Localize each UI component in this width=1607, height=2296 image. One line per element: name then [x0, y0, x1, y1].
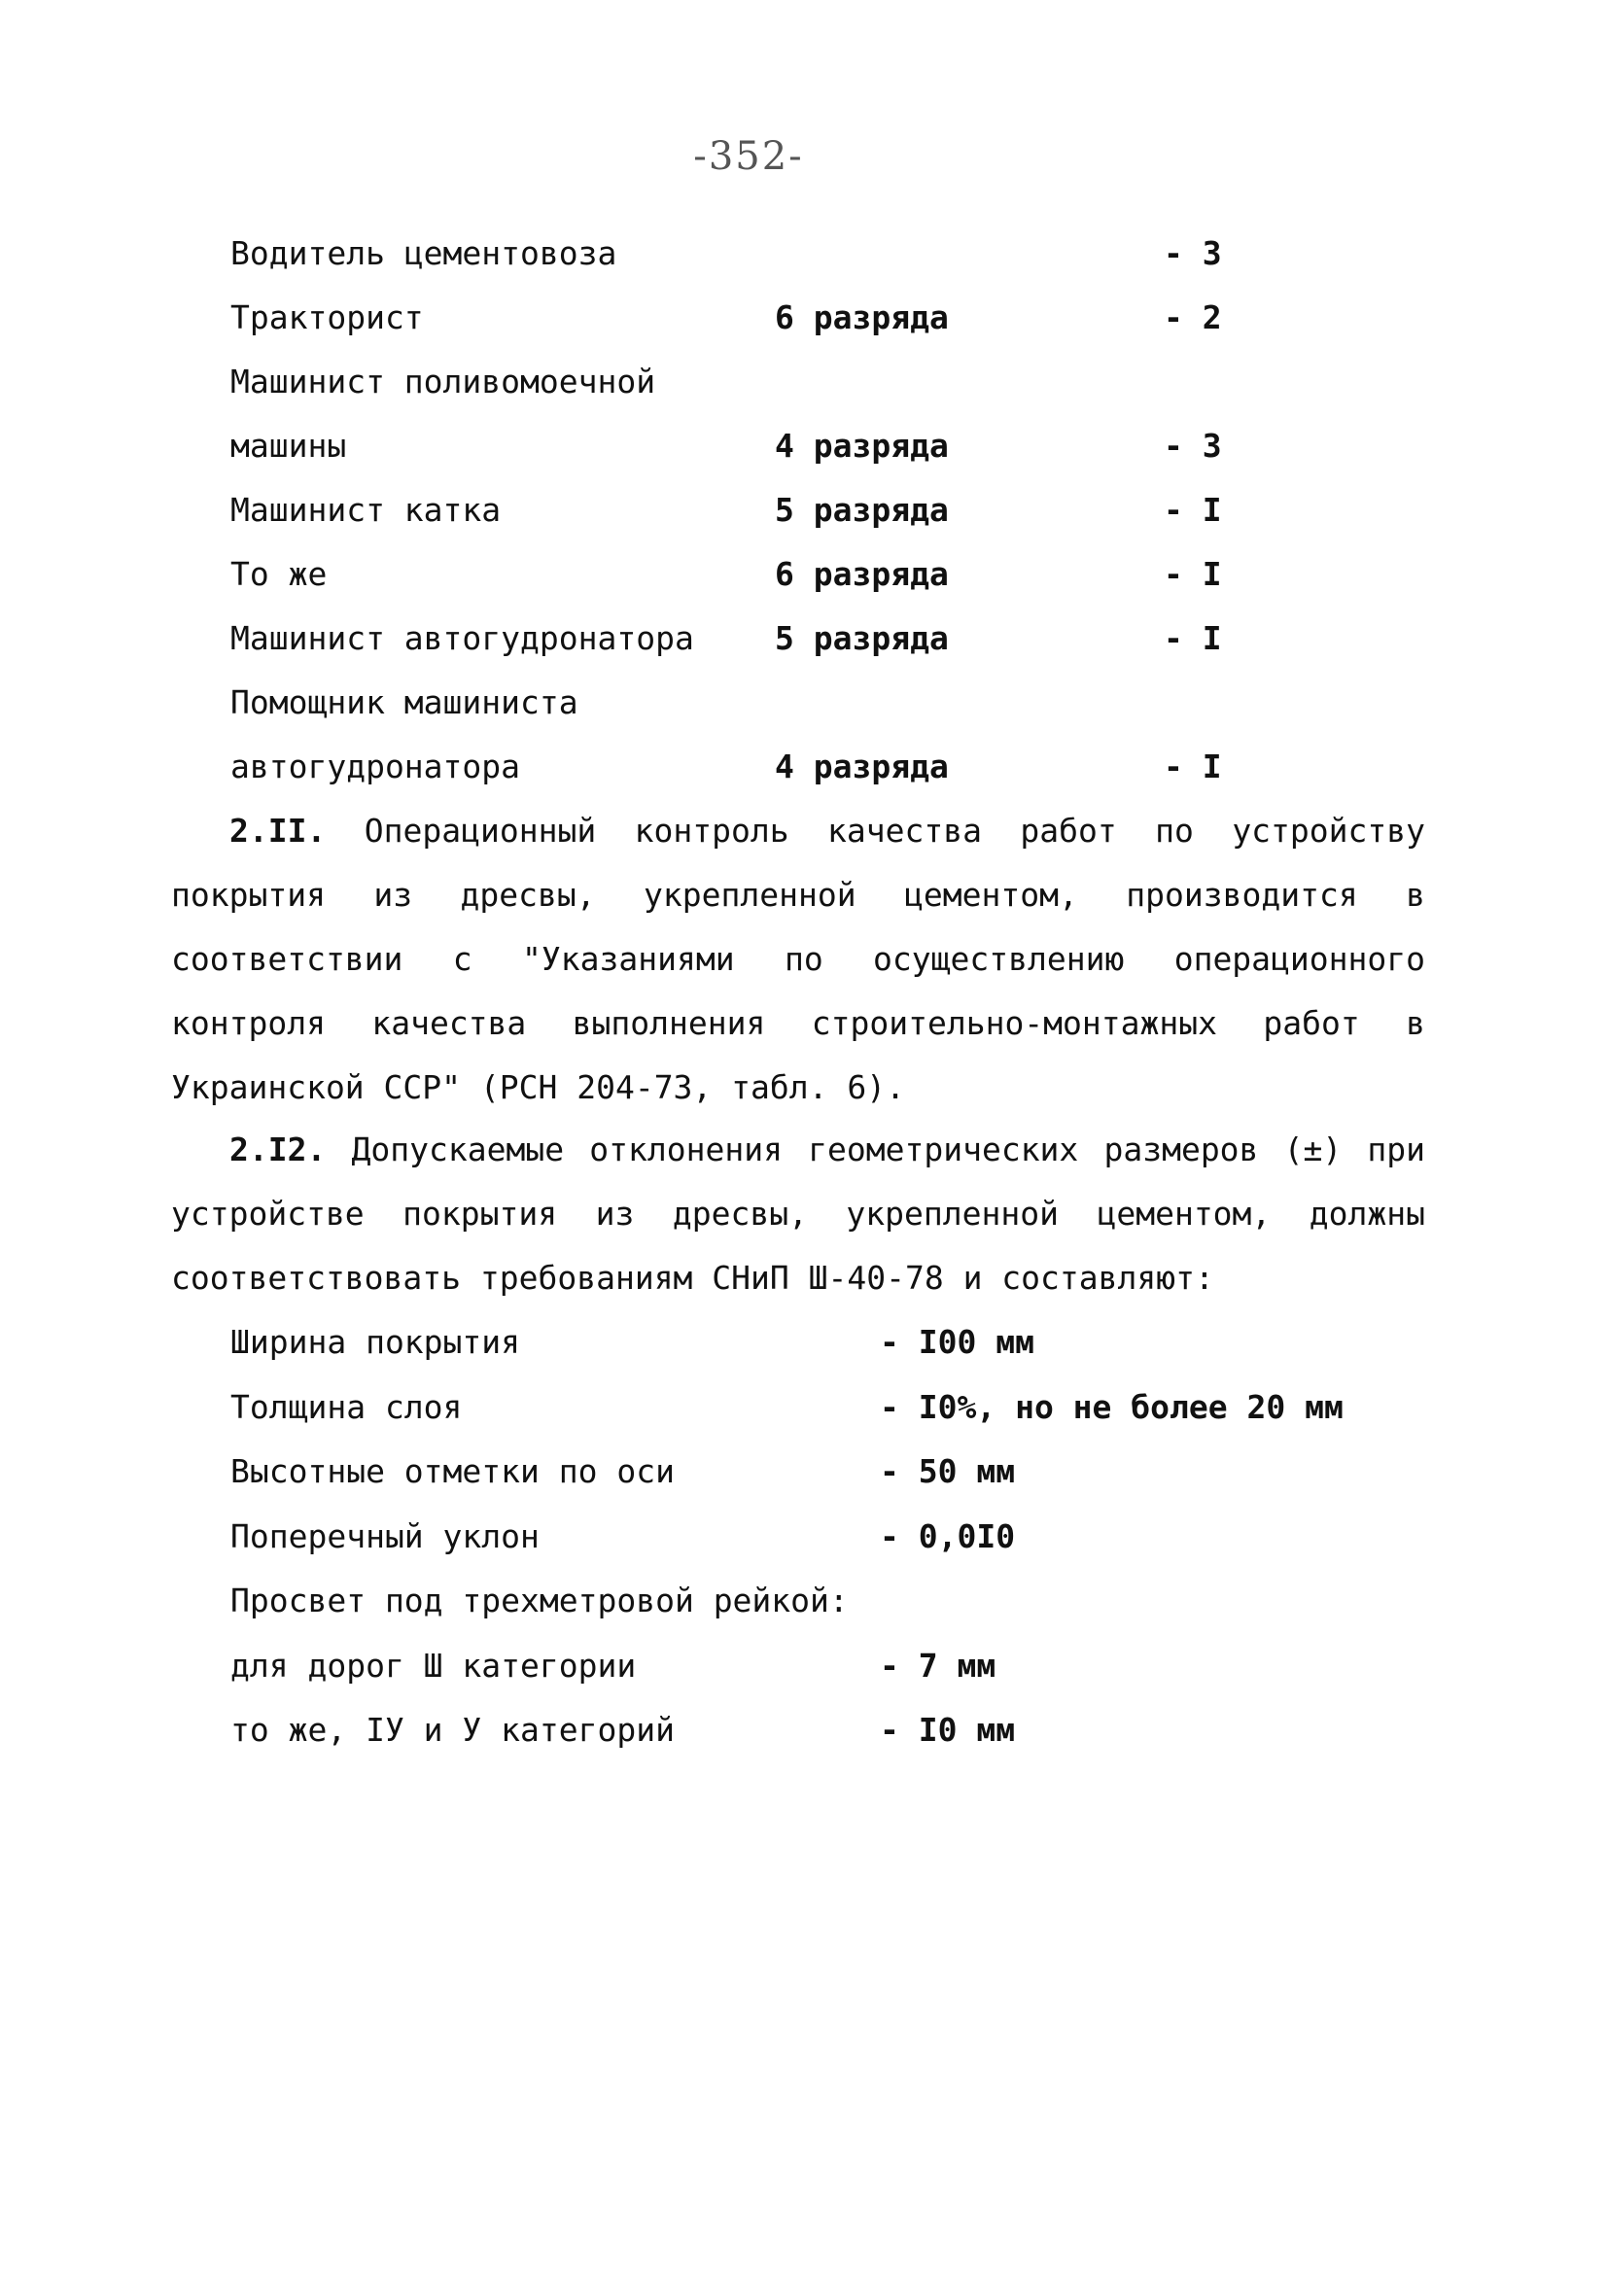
- crew-role: автогудронатора: [230, 748, 521, 785]
- tolerance-label: Поперечный уклон: [230, 1516, 540, 1555]
- paragraph-number: 2.II.: [229, 812, 327, 850]
- crew-row: [230, 671, 1310, 735]
- tolerance-row: [230, 1634, 1397, 1699]
- tolerance-value: - I0 мм: [880, 1711, 1016, 1749]
- tolerance-value: - 50 мм: [880, 1452, 1016, 1490]
- crew-grade: 5 разряда: [775, 491, 949, 529]
- crew-row: [230, 222, 1310, 286]
- crew-role: Помощник машиниста: [230, 683, 578, 721]
- crew-count: - 3: [1164, 234, 1222, 272]
- tolerance-value: - I00 мм: [880, 1323, 1034, 1361]
- crew-role: Машинист поливомоечной: [230, 363, 656, 400]
- tolerance-label: Ширина покрытия: [230, 1323, 521, 1361]
- crew-row: [230, 478, 1310, 542]
- tolerance-list: [230, 1310, 1397, 1763]
- paragraph-2-12: [171, 1118, 1425, 1310]
- crew-grade: 6 разряда: [775, 555, 949, 593]
- crew-role: То же: [230, 555, 328, 593]
- tolerance-row: [230, 1375, 1397, 1441]
- crew-row: [230, 414, 1310, 478]
- tolerance-label: Высотные отметки по оси: [230, 1452, 675, 1490]
- tolerance-row: [230, 1505, 1397, 1570]
- crew-role: машины: [230, 427, 347, 465]
- crew-row: [230, 607, 1310, 671]
- crew-role: Водитель цементовоза: [230, 234, 617, 272]
- crew-role: Машинист автогудронатора: [230, 619, 694, 657]
- paragraph-text: Допускаемые отклонения геометрических размеров (±) при устройстве покрытия из дресвы, укрепленной цементом, должны соответствовать требованиям СНиП Ш-40-78 и составляют:: [171, 1131, 1426, 1297]
- tolerance-label: Просвет под трехметровой рейкой:: [230, 1582, 849, 1619]
- tolerance-row: [230, 1569, 1397, 1634]
- tolerance-label: для дорог Ш категории: [230, 1646, 637, 1685]
- crew-grade: 4 разряда: [775, 748, 949, 785]
- tolerance-label: Толщина слоя: [230, 1387, 463, 1426]
- paragraph-text: Операционный контроль качества работ по устройству покрытия из дресвы, укрепленной цементом, производится в соответствии с "Указаниями по осуществлению операционного контроля качества выполнения строительно-монтажных работ в Украинской ССР" (РСН 204-73, табл. 6).: [171, 812, 1425, 1106]
- tolerance-value: - 7 мм: [880, 1646, 996, 1685]
- crew-grade: 5 разряда: [775, 619, 949, 657]
- tolerance-row: [230, 1310, 1397, 1375]
- crew-role: Машинист катка: [230, 491, 502, 529]
- crew-grade: 4 разряда: [775, 427, 949, 465]
- crew-count: - I: [1164, 619, 1222, 657]
- crew-row: [230, 350, 1310, 414]
- crew-row: [230, 735, 1310, 799]
- paragraph-2-11: [171, 799, 1425, 1120]
- tolerance-label: то же, IУ и У категорий: [230, 1711, 675, 1749]
- paragraph-number: 2.I2.: [229, 1131, 327, 1168]
- crew-count: - I: [1164, 555, 1222, 593]
- tolerance-row: [230, 1440, 1397, 1505]
- crew-count: - I: [1164, 748, 1222, 785]
- crew-count: - I: [1164, 491, 1222, 529]
- page-number: -352-: [693, 134, 804, 179]
- crew-row: [230, 286, 1310, 350]
- crew-row: [230, 542, 1310, 607]
- tolerance-row: [230, 1698, 1397, 1763]
- tolerance-value: - 0,0I0: [880, 1516, 1016, 1555]
- tolerance-value: - I0%, но не более 20 мм: [880, 1387, 1344, 1426]
- crew-role: Тракторист: [230, 298, 424, 336]
- crew-list: [230, 222, 1310, 799]
- crew-count: - 2: [1164, 298, 1222, 336]
- crew-grade: 6 разряда: [775, 298, 949, 336]
- crew-count: - 3: [1164, 427, 1222, 465]
